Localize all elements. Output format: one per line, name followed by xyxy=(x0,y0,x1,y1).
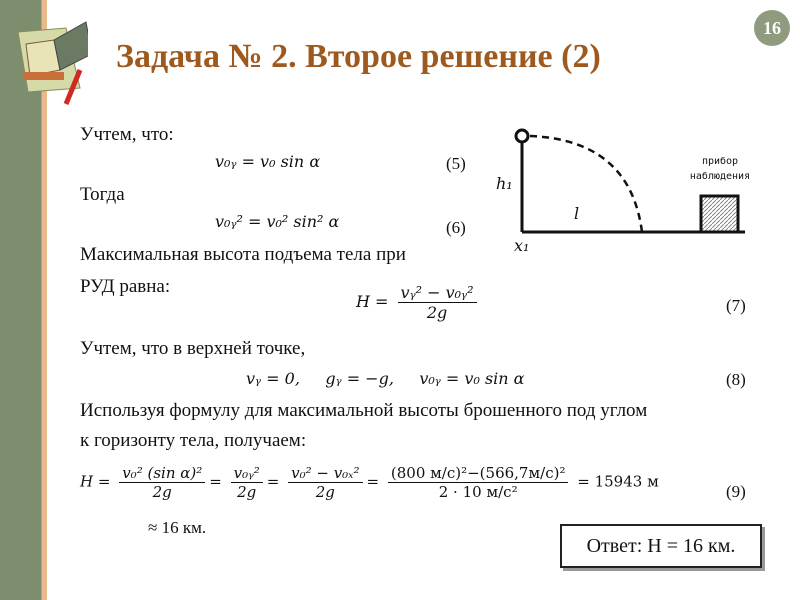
denominator: 2 · 10 м/с² xyxy=(438,483,518,501)
slide-title: Задача № 2. Второе решение (2) xyxy=(116,38,601,75)
text-line: Тогда xyxy=(80,184,125,205)
equation-5: v₀ᵧ = v₀ sin α xyxy=(215,152,321,171)
equation-8: vᵧ = 0, gᵧ = −g, v₀ᵧ = v₀ sin α xyxy=(246,369,525,388)
numerator: vᵧ² − v₀ᵧ² xyxy=(398,283,477,303)
device-label-line: прибор xyxy=(701,156,739,167)
denominator: 2g xyxy=(237,483,257,501)
fraction xyxy=(288,464,362,501)
text-line: к горизонту тела, получаем: xyxy=(80,430,307,451)
eq-number: (8) xyxy=(726,370,746,389)
fraction xyxy=(119,464,205,501)
text-line: Используя формулу для максимальной высоты брошенного под углом xyxy=(80,400,648,421)
denominator: 2g xyxy=(315,483,335,501)
numerator: v₀² (sin α)² xyxy=(119,464,205,483)
text-line: Учтем, что в верхней точке, xyxy=(80,338,306,359)
eq-number: (5) xyxy=(446,154,466,173)
fraction xyxy=(398,283,477,322)
h-label: h₁ xyxy=(496,174,513,193)
eq-number: (9) xyxy=(726,482,746,501)
equation-7 xyxy=(356,283,481,322)
device-label-line: наблюдения xyxy=(689,171,751,182)
eq-lhs: H = xyxy=(80,472,111,491)
denominator: 2g xyxy=(426,303,448,322)
l-label: l xyxy=(574,204,580,223)
device-label xyxy=(680,154,760,184)
denominator: 2g xyxy=(152,483,172,501)
observation-device xyxy=(701,196,738,232)
equation-9: H = $\frac{\text{v₀² (sin α)²}}{2g}$ = $\frac{\text{v₀ᵧ²}}{2g}$ = $\frac{\text{v₀² − v₀ₓ²}}{2g}$ = $\frac{\text{(800 м/с)²−(566,7м/с)²}}{\text{2 · 10 м/с²}}$ = 15943 м xyxy=(80,464,659,501)
page-number-badge: 16 xyxy=(754,10,790,46)
book-pencil-icon xyxy=(8,18,88,108)
numerator: v₀² − v₀ₓ² xyxy=(288,464,362,483)
numerator: v₀ᵧ² xyxy=(231,464,263,483)
fraction xyxy=(231,464,263,501)
result: = 15943 м xyxy=(577,472,659,491)
numerator: (800 м/с)²−(566,7м/с)² xyxy=(388,464,569,483)
equation-6: v₀ᵧ² = v₀² sin² α xyxy=(215,212,340,231)
answer-box: Ответ: H = 16 км. xyxy=(560,524,762,568)
text-line: Максимальная высота подъема тела при xyxy=(80,244,406,265)
text-line: Учтем, что: xyxy=(80,124,174,145)
approx-result: ≈ 16 км. xyxy=(148,518,207,537)
text-line: РУД равна: xyxy=(80,276,171,297)
eq-number: (6) xyxy=(446,218,466,237)
fraction xyxy=(388,464,569,501)
x-label: x₁ xyxy=(514,236,530,255)
eq-lhs: H = xyxy=(356,292,389,311)
eq-number: (7) xyxy=(726,296,746,315)
